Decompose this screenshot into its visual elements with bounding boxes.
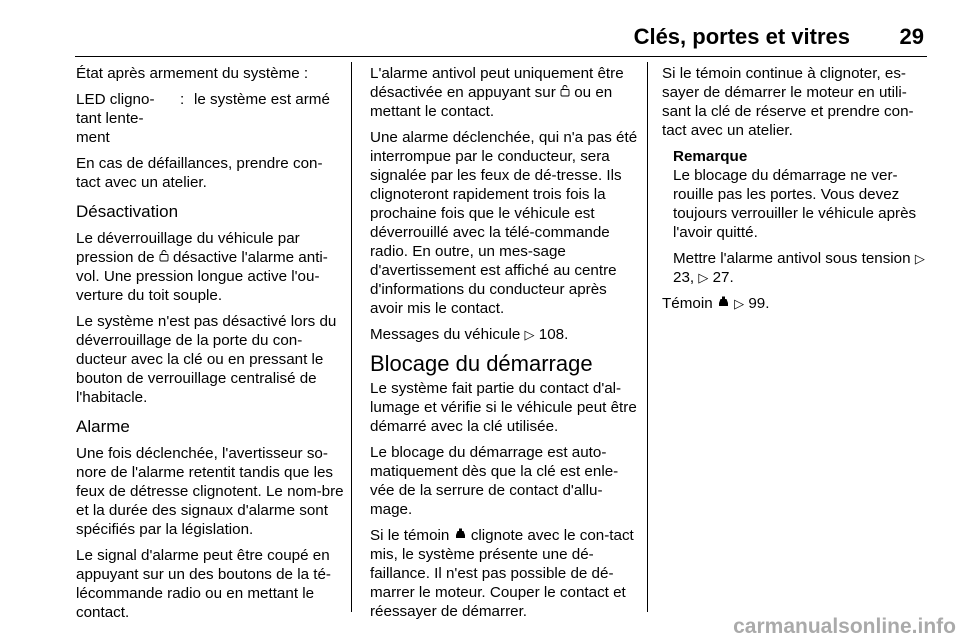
immobiliser-paragraph-3 — [370, 526, 638, 621]
deact-text-a: Le déverrouillage du véhicule par pression de — [76, 230, 300, 266]
note-2-text: Mettre l'alarme antivol sous tension — [673, 250, 911, 267]
indicator-text: Témoin — [662, 295, 713, 312]
immobiliser-paragraph-2: Le blocage du démarrage est auto-matiquement dès que la clé est enle-vée de la serrure de contact d'allu-mage. — [370, 444, 619, 518]
alarm-paragraph-2: Le signal d'alarme peut être coupé en appuyant sur un des boutons de la té-lécommande radio ou en mettant le contact. — [76, 547, 331, 621]
note-paragraph-2 — [673, 249, 928, 287]
armed-state-value: le système est armé — [194, 91, 330, 108]
armed-state-sep: : — [180, 91, 185, 108]
vehicle-messages-ref — [370, 325, 638, 344]
column-2 — [370, 64, 638, 628]
deactivation-heading: Désactivation — [76, 202, 179, 221]
watermark: carmanualsonline.info — [733, 615, 956, 638]
column-1 — [76, 64, 344, 629]
note-title: Remarque — [673, 148, 748, 165]
alarm-paragraph-1: Une fois déclenchée, l'avertisseur so-nore de l'alarme retentit tandis que les feux de détresse clignotent. Le nom-bre et la durée des signaux d'alarme sont spécifiés par la législation. — [76, 445, 344, 538]
immobiliser-icon — [454, 526, 467, 545]
vehicle-messages-page[interactable]: 108. — [538, 326, 569, 343]
header-rule — [75, 56, 927, 57]
immobiliser-paragraph-1: Le système fait partie du contact d'al-lumage et vérifie si le véhicule peut être démarré avec la clé utilisée. — [370, 380, 637, 435]
alarm-heading: Alarme — [76, 417, 130, 436]
unlock-key-icon — [159, 248, 169, 267]
indicator-page[interactable]: 99. — [748, 295, 770, 312]
immob-text-b: clignote avec le con-tact mis, le système présente une dé-faillance. Il n'est pas possible de dé-marrer le moteur. Couper le contact et réessayer de démarrer. — [370, 527, 634, 620]
unlock-key-icon — [560, 83, 570, 102]
immobiliser-icon — [717, 294, 730, 313]
deactivation-paragraph-2: Le système n'est pas désactivé lors du déverrouillage de la porte du con-ducteur avec la clé ou en pressant le bouton de verrouillage centralisé de l'habitacle. — [76, 313, 337, 406]
column-divider-1 — [351, 62, 352, 612]
vehicle-messages-text: Messages du véhicule — [370, 326, 521, 343]
column-3 — [662, 64, 928, 320]
deactivation-paragraph-1 — [76, 229, 344, 305]
column-divider-2 — [647, 62, 648, 612]
page-ref-arrow-icon: ▷ — [734, 296, 745, 311]
indicator-paragraph — [662, 294, 928, 313]
triggered-alarm-paragraph: Une alarme déclenchée, qui n'a pas été interrompue par le conducteur, sera signalée par les feux de dé-tresse. Ils clignoteront rapidement trois fois la prochaine fois que le véhicule est déverrouillé avec la télé-commande radio. En outre, un mes-sage d'avertissement est affiché au centre d'informations du conducteur après avoir mis le contact. — [370, 129, 638, 317]
page-ref-arrow-icon: ▷ — [698, 270, 709, 285]
failure-paragraph: En cas de défaillances, prendre con-tact avec un atelier. — [76, 155, 323, 191]
spare-key-paragraph: Si le témoin continue à clignoter, es-sayer de démarrer le moteur en utili-sant la clé de réserve et prendre con-tact avec un atelier. — [662, 65, 914, 139]
armed-state-intro: État après armement du système : — [76, 65, 309, 82]
note-paragraph-1: Le blocage du démarrage ne ver-rouille pas les portes. Vous devez toujours verrouiller le véhicule après l'avoir quitté. — [673, 167, 917, 241]
page-ref-arrow-icon: ▷ — [914, 251, 925, 266]
note-box — [673, 147, 928, 287]
armed-state-row — [76, 90, 344, 147]
armed-state-key: LED cligno- tant lente- ment — [76, 91, 155, 146]
page-number: 29 — [899, 24, 924, 49]
alarm-deact-text-b: ou en mettant le contact. — [370, 84, 613, 120]
immob-text-a: Si le témoin — [370, 527, 450, 544]
deact-text-b: désactive l'alarme anti-vol. Une pression longue active l'ou-verture du toit souple. — [76, 249, 328, 304]
immobiliser-heading: Blocage du démarrage — [370, 351, 593, 376]
alarm-deact-text-a: L'alarme antivol peut uniquement être désactivée en appuyant sur — [370, 65, 624, 101]
note-2-page-2[interactable]: 27. — [712, 269, 734, 286]
note-2-page-1[interactable]: 23, — [673, 269, 695, 286]
running-header-title: Clés, portes et vitres — [633, 24, 850, 49]
page-ref-arrow-icon: ▷ — [524, 327, 535, 342]
alarm-deact-paragraph — [370, 64, 638, 121]
